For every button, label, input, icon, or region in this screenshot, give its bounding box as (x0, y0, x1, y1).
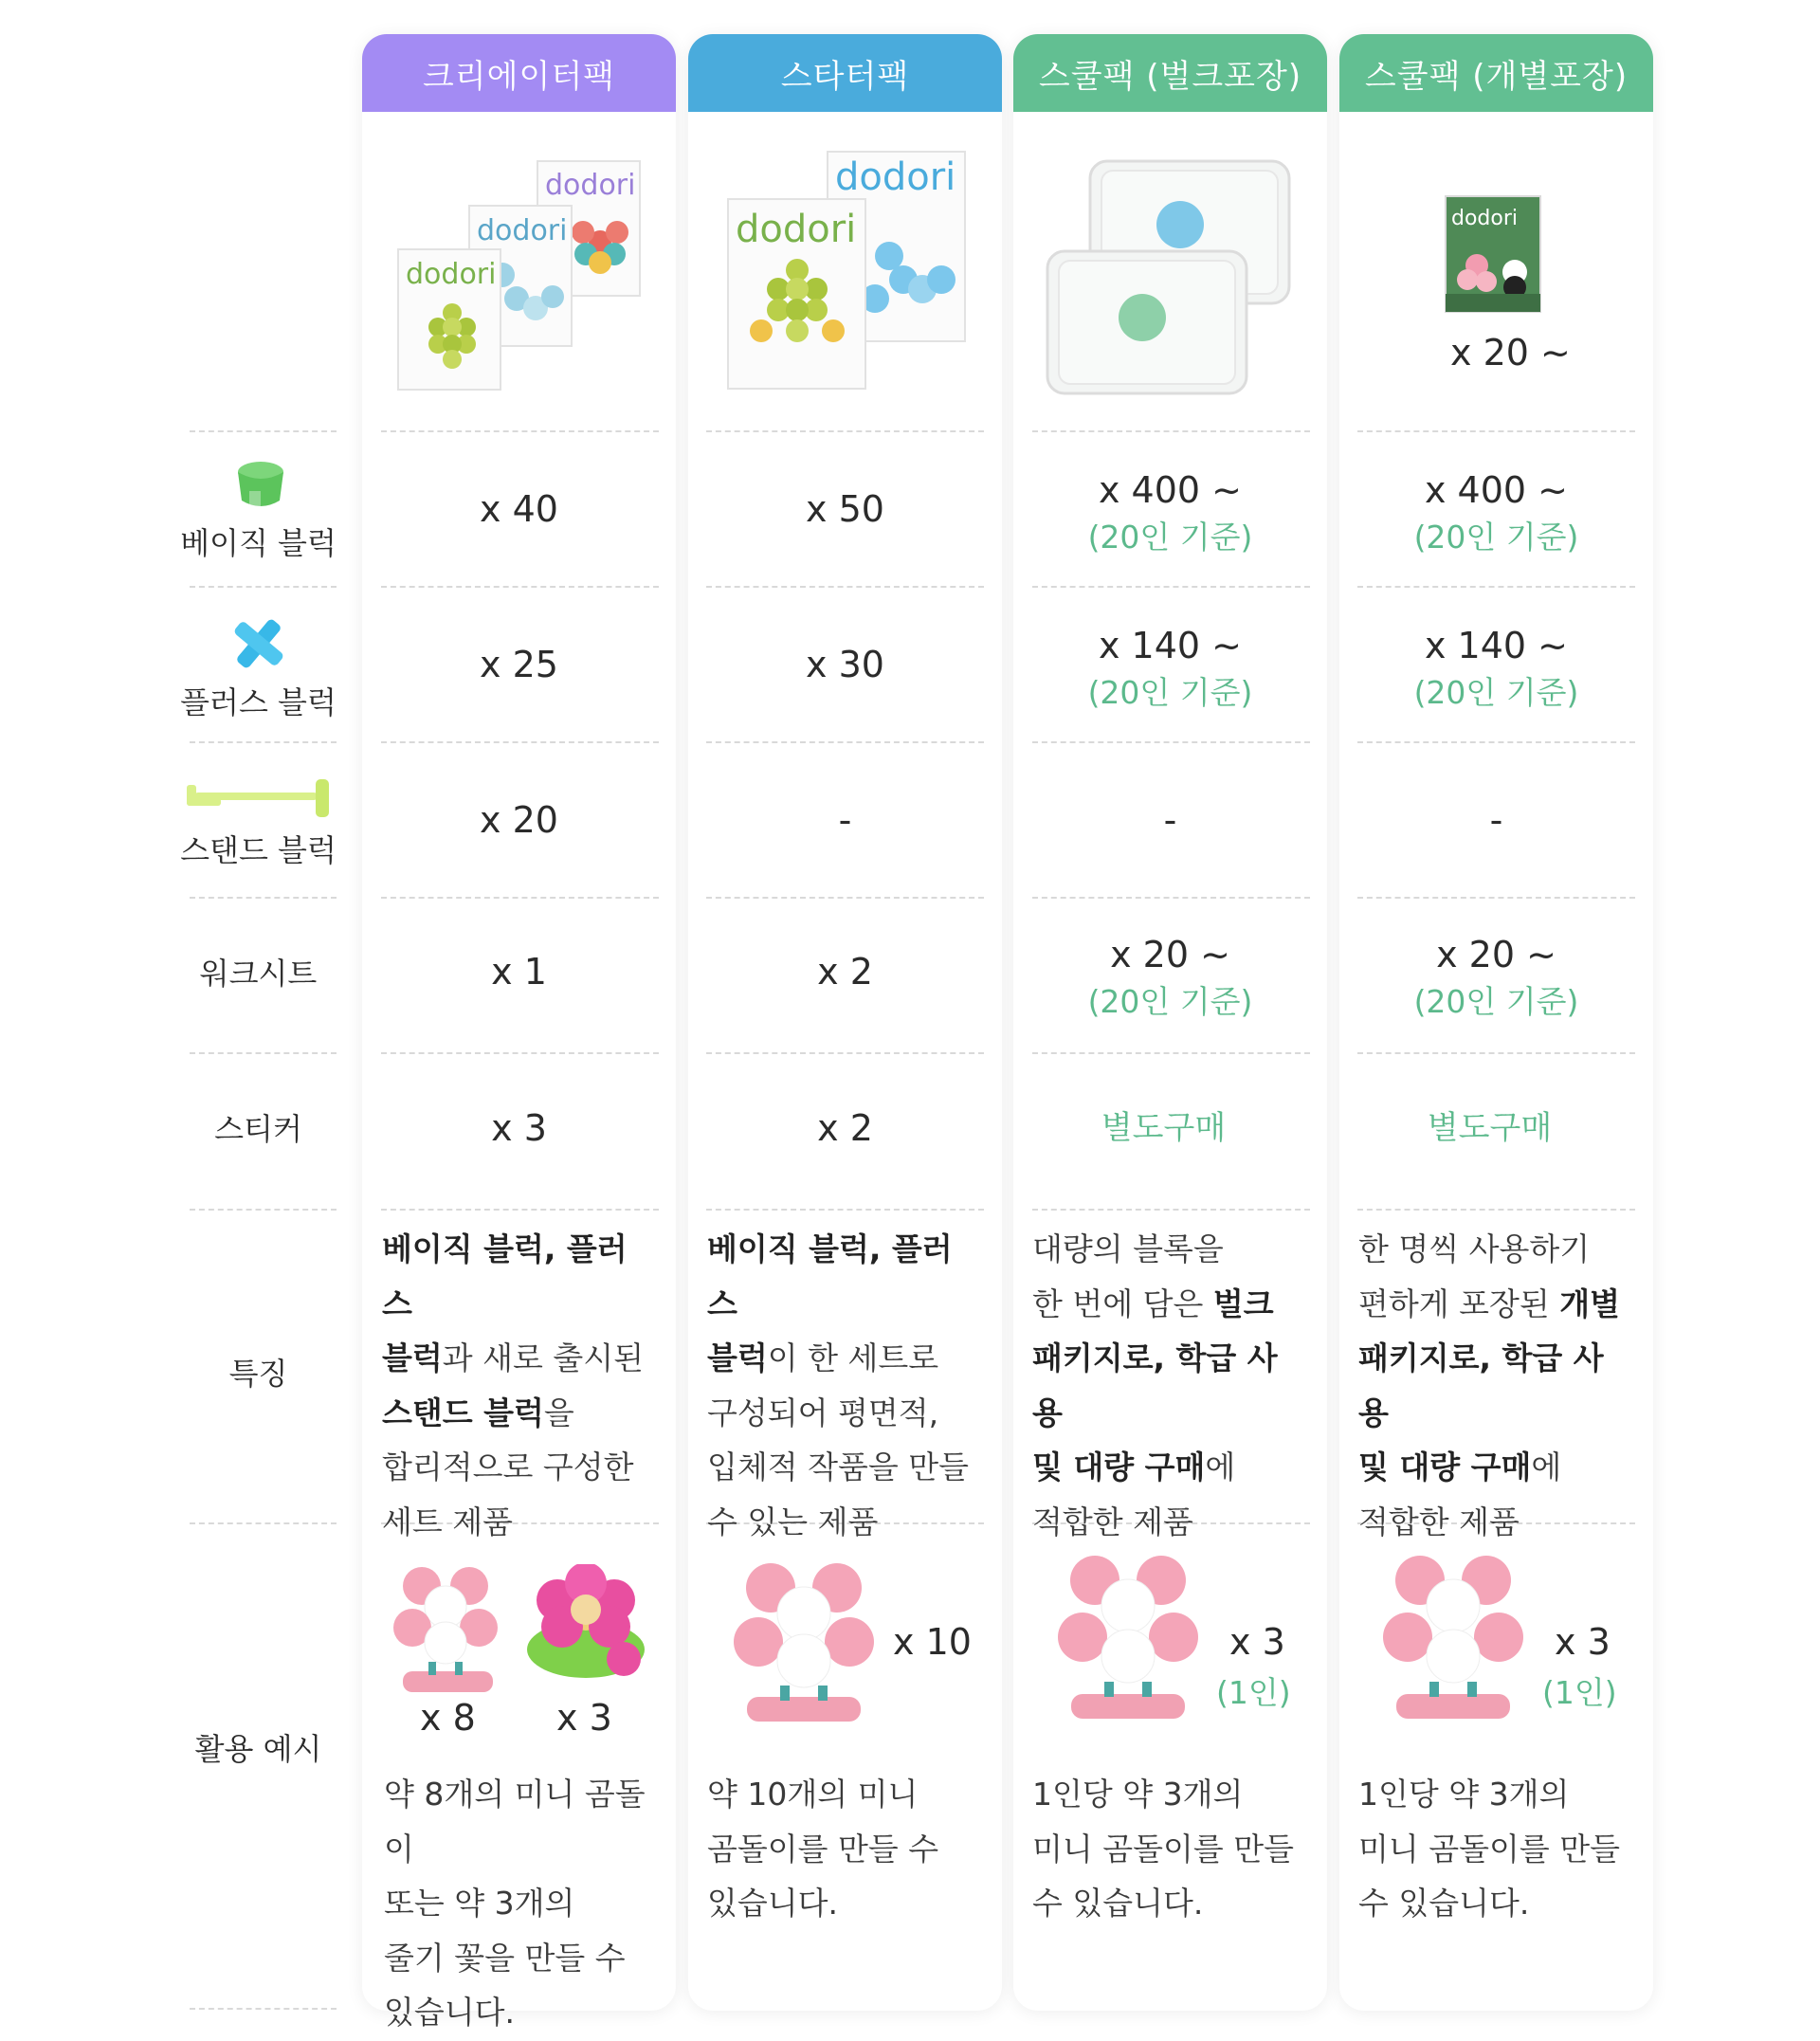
feature-line (707, 1331, 982, 1386)
feature-line (1358, 1331, 1633, 1440)
cell-sub: (20인 기준) (1413, 983, 1579, 1020)
cell-value: x 140 ~ (1098, 625, 1243, 666)
feature-line (1358, 1440, 1633, 1495)
cell-value: x 140 ~ (1424, 625, 1569, 666)
example-text-starter (707, 1767, 992, 1931)
feature-line (1032, 1331, 1307, 1440)
example-line: 1인당 약 3개의 (1358, 1776, 1570, 1813)
feature-text: 세트 제품 (382, 1503, 514, 1540)
feature-text: 적합한 제품 (1032, 1503, 1193, 1540)
feature-line (707, 1386, 982, 1441)
example-line: 미니 곰돌이를 만들 (1358, 1830, 1621, 1868)
brand-logo: dodori (545, 169, 636, 202)
cell-sticker-creator: x 3 (491, 1107, 547, 1149)
example-sub-school-bulk: (1인) (1216, 1674, 1291, 1711)
feature-line (382, 1331, 657, 1386)
feature-text: 합리적으로 구성한 (382, 1449, 634, 1485)
feature-line (1358, 1222, 1633, 1277)
cell-sticker-school-individual: 별도구매 (1427, 1109, 1553, 1147)
feature-line (1358, 1277, 1633, 1332)
example-line: 곰돌이를 만들 수 (707, 1830, 939, 1868)
cell-stand-creator: x 20 (480, 799, 558, 841)
cell-plus-school-bulk (1013, 622, 1327, 717)
example-line: 1인당 약 3개의 (1032, 1776, 1244, 1813)
column-header-creator: 크리에이터팩 (362, 34, 676, 112)
mini-bear-image (1052, 1547, 1204, 1727)
school-individual-pack-image (1444, 194, 1548, 318)
feature-line (1032, 1495, 1307, 1550)
feature-highlight: 블럭 (382, 1339, 443, 1376)
example-mult-bear: x 8 (420, 1697, 476, 1739)
feature-line (382, 1222, 657, 1331)
individual-pack-qty: x 20 ~ (1450, 332, 1571, 374)
feature-highlight: 패키지로, 학급 사용 (1032, 1339, 1278, 1431)
example-line: 수 있습니다. (1032, 1885, 1204, 1922)
row-label-example: 활용 예시 (194, 1731, 322, 1767)
feature-text: 수 있는 제품 (707, 1503, 879, 1540)
feature-highlight: 개별 (1559, 1285, 1621, 1322)
feature-highlight: 베이직 블럭, 플러스 (382, 1230, 628, 1322)
feature-highlight: 및 대량 구매 (1358, 1449, 1532, 1485)
example-line: 있습니다. (707, 1885, 839, 1922)
basic-block-icon (228, 459, 289, 514)
creator-pack-image (393, 156, 649, 393)
brand-logo: dodori (736, 208, 857, 251)
cell-value: x 20 ~ (1110, 934, 1230, 975)
feature-highlight: 및 대량 구매 (1032, 1449, 1206, 1485)
cell-stand-school-individual: - (1489, 799, 1503, 841)
example-line: 또는 약 3개의 (384, 1885, 575, 1922)
cell-plus-school-individual (1339, 622, 1653, 717)
example-text-school-individual (1358, 1767, 1643, 1931)
row-label-text: 스탠드 블럭 (180, 832, 337, 868)
feature-line (1358, 1495, 1633, 1550)
row-label-plus-block (180, 614, 337, 722)
feature-text: 을 (543, 1394, 574, 1431)
feature-line (1032, 1277, 1307, 1332)
example-line: 약 8개의 미니 곰돌이 (384, 1776, 646, 1868)
brand-logo: dodori (477, 214, 568, 247)
mini-bear-image (1377, 1547, 1529, 1727)
cell-basic-starter: x 50 (806, 488, 884, 530)
example-mult-school-bulk: x 3 (1229, 1621, 1285, 1663)
cell-sub: (20인 기준) (1413, 519, 1579, 556)
row-label-worksheet: 워크시트 (199, 956, 318, 992)
row-label-basic-block (180, 459, 337, 563)
example-text-creator (384, 1767, 668, 2040)
cell-value: x 400 ~ (1424, 469, 1569, 511)
feature-text: 한 명씩 사용하기 (1358, 1230, 1591, 1267)
cell-basic-school-bulk (1013, 466, 1327, 561)
example-line: 약 10개의 미니 (707, 1776, 919, 1813)
cell-worksheet-starter: x 2 (817, 951, 873, 993)
example-mult-school-individual: x 3 (1555, 1621, 1611, 1663)
cell-worksheet-creator: x 1 (491, 951, 547, 993)
cell-worksheet-school-individual (1339, 931, 1653, 1026)
brand-logo: dodori (835, 155, 956, 199)
cell-basic-school-individual (1339, 466, 1653, 561)
brand-logo: dodori (406, 258, 497, 291)
cell-sub: (20인 기준) (1087, 519, 1253, 556)
feature-highlight: 베이직 블럭, 플러스 (707, 1230, 953, 1322)
feature-text: 과 새로 출시된 (442, 1339, 645, 1376)
cell-basic-creator: x 40 (480, 488, 558, 530)
row-label-text: 베이직 블럭 (180, 525, 337, 561)
feature-highlight: 벌크 (1212, 1285, 1274, 1322)
stand-block-icon (183, 775, 335, 821)
feature-text: 편하게 포장된 (1358, 1285, 1560, 1322)
cell-sticker-school-bulk: 별도구매 (1101, 1109, 1227, 1147)
column-header-school-individual: 스쿨팩 (개별포장) (1339, 34, 1653, 112)
feature-text: 입체적 작품을 만들 (707, 1449, 970, 1485)
row-label-feature: 특징 (228, 1356, 288, 1392)
feature-text: 에 (1205, 1449, 1236, 1485)
row-label-text: 플러스 블럭 (180, 684, 337, 720)
cell-sub: (20인 기준) (1087, 983, 1253, 1020)
feature-line (382, 1495, 657, 1550)
example-line: 미니 곰돌이를 만들 (1032, 1830, 1295, 1868)
cell-stand-school-bulk: - (1163, 799, 1177, 841)
cell-sticker-starter: x 2 (817, 1107, 873, 1149)
feature-line (707, 1440, 982, 1495)
mini-bear-image (728, 1555, 880, 1730)
cell-plus-creator: x 25 (480, 644, 558, 685)
feature-highlight: 패키지로, 학급 사용 (1358, 1339, 1604, 1431)
feature-text: 적합한 제품 (1358, 1503, 1520, 1540)
feature-line (1032, 1222, 1307, 1277)
feature-highlight: 블럭 (707, 1339, 768, 1376)
example-sub-school-individual: (1인) (1542, 1674, 1617, 1711)
plus-block-icon (228, 614, 289, 673)
starter-pack-image (723, 147, 974, 393)
feature-school-bulk (1032, 1222, 1307, 1549)
cell-sub: (20인 기준) (1087, 674, 1253, 711)
feature-text: 에 (1531, 1449, 1562, 1485)
column-header-school-bulk: 스쿨팩 (벌크포장) (1013, 34, 1327, 112)
feature-highlight: 스탠드 블럭 (382, 1394, 544, 1431)
feature-creator (382, 1222, 657, 1549)
feature-line (382, 1440, 657, 1495)
school-bulk-pack-image (1043, 156, 1299, 398)
example-line: 수 있습니다. (1358, 1885, 1530, 1922)
mini-bear-image (389, 1559, 507, 1702)
feature-text: 구성되어 평면적, (707, 1394, 939, 1431)
cell-value: x 400 ~ (1098, 469, 1243, 511)
brand-logo: dodori (1451, 207, 1519, 230)
cell-sub: (20인 기준) (1413, 674, 1579, 711)
feature-starter (707, 1222, 982, 1549)
example-mult-starter: x 10 (893, 1621, 972, 1663)
example-mult-flower: x 3 (556, 1697, 612, 1739)
example-line: 있습니다. (384, 1994, 516, 2031)
feature-line (707, 1495, 982, 1550)
feature-text: 이 한 세트로 (767, 1339, 939, 1376)
feature-text: 한 번에 담은 (1032, 1285, 1213, 1322)
cell-value: x 20 ~ (1436, 934, 1556, 975)
column-header-starter: 스타터팩 (688, 34, 1002, 112)
row-label-sticker: 스티커 (214, 1111, 302, 1147)
row-label-stand-block (180, 775, 337, 870)
cell-worksheet-school-bulk (1013, 931, 1327, 1026)
feature-text: 대량의 블록을 (1032, 1230, 1224, 1267)
feature-line (707, 1222, 982, 1331)
example-line: 줄기 꽃을 만들 수 (384, 1939, 626, 1977)
feature-school-individual (1358, 1222, 1633, 1549)
example-text-school-bulk (1032, 1767, 1317, 1931)
feature-line (1032, 1440, 1307, 1495)
stem-flower-image (519, 1564, 652, 1687)
cell-stand-starter: - (838, 799, 852, 841)
feature-line (382, 1386, 657, 1441)
cell-plus-starter: x 30 (806, 644, 884, 685)
